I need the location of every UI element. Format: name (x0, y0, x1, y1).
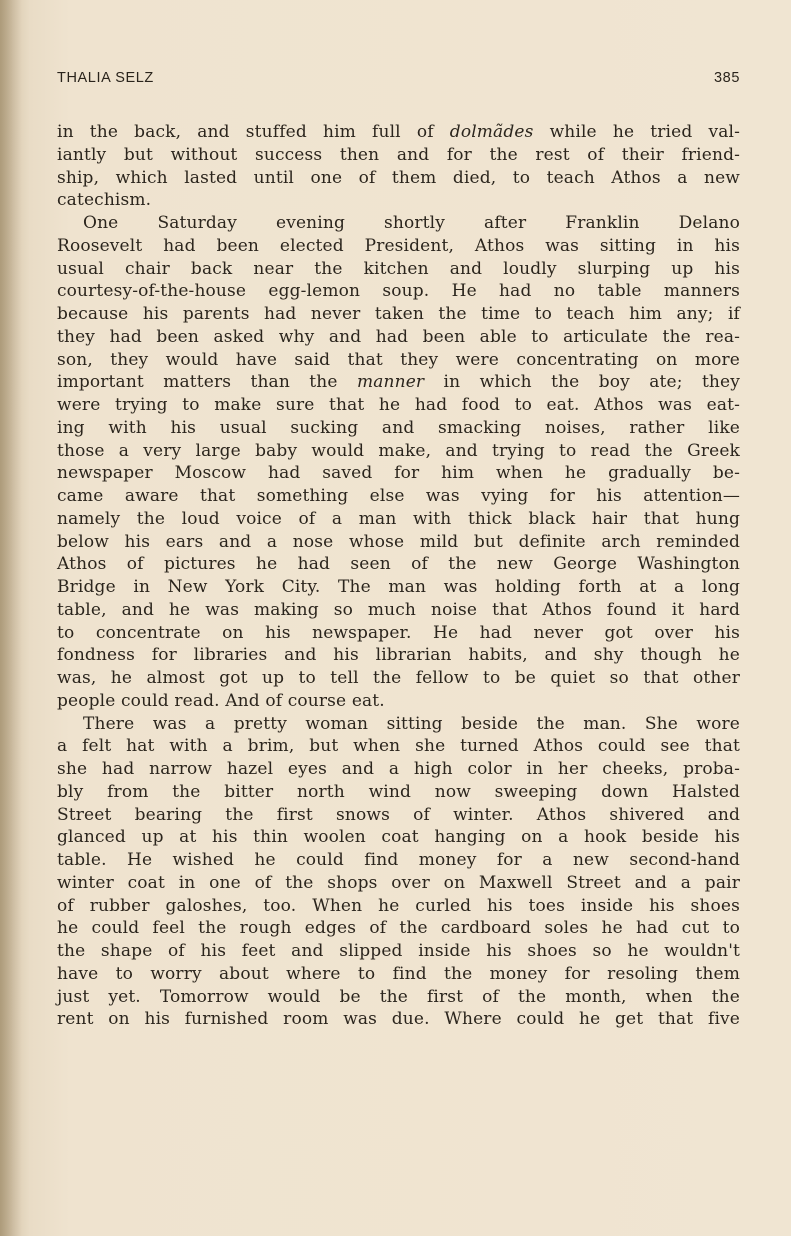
text-line: they had been asked why and had been able to articulate the rea- (57, 326, 740, 347)
text-line: he could feel the rough edges of the cardboard soles he had cut to (57, 918, 740, 939)
text-line: Bridge in New York City. The man was holding forth at a long (57, 577, 740, 597)
text-line: important matters than the manner in which the boy ate; they (57, 372, 740, 393)
text-line: just yet. Tomorrow would be the first of the month, when the (57, 986, 740, 1007)
text-line: came aware that something else was vying for his attention— (57, 486, 740, 506)
text-line: Roosevelt had been elected President, Athos was sitting in his (57, 235, 740, 256)
text-line: because his parents had never taken the time to teach him any; if (57, 304, 740, 324)
text-line: the shape of his feet and slipped inside his shoes so he wouldn't (57, 941, 740, 961)
text-line: newspaper Moscow had saved for him when he gradually be- (57, 463, 740, 484)
text-line: below his ears and a nose whose mild but definite arch reminded (57, 531, 740, 552)
text-line: iantly but without success then and for the rest of their friend- (57, 144, 740, 165)
italic-word: manner (356, 372, 425, 393)
text-line: catechism. (57, 190, 152, 211)
text-line: One Saturday evening shortly after Franklin Delano (83, 213, 740, 233)
text-line: were trying to make sure that he had food to eat. Athos was eat- (57, 395, 740, 415)
text-line: Street bearing the first snows of winter. Athos shivered and (57, 804, 740, 825)
italic-word: dolmãdes (449, 122, 534, 142)
text-line: in the back, and stuffed him full of dolmãdes while he tried val- (57, 122, 740, 142)
text-line: usual chair back near the kitchen and loudly slurping up his (57, 258, 740, 279)
text-line: of rubber galoshes, too. When he curled his toes inside his shoes (57, 895, 740, 916)
text-line: ing with his usual sucking and smacking noises, rather like (57, 417, 740, 438)
body-text (57, 121, 740, 1031)
text-line: ship, which lasted until one of them died, to teach Athos a new (57, 167, 740, 188)
text-line: bly from the bitter north wind now sweeping down Halsted (57, 781, 740, 802)
text-line: table, and he was making so much noise that Athos found it hard (57, 599, 740, 620)
text-line: fondness for libraries and his librarian habits, and shy though he (57, 645, 740, 666)
running-head (57, 70, 740, 92)
text-line: she had narrow hazel eyes and a high color in her cheeks, proba- (57, 759, 740, 779)
text-line: have to worry about where to find the money for resoling them (57, 963, 740, 984)
text-line: Athos of pictures he had seen of the new George Washington (57, 554, 740, 575)
text-line: a felt hat with a brim, but when she turned Athos could see that (57, 736, 740, 757)
text-line: namely the loud voice of a man with thick black hair that hung (57, 508, 740, 529)
text-line: people could read. And of course eat. (57, 690, 385, 711)
binding-gutter-shadow (0, 0, 22, 1236)
text-line: was, he almost got up to tell the fellow to be quiet so that other (57, 668, 740, 688)
running-head-author: THALIA SELZ (57, 70, 154, 86)
text-line: son, they would have said that they were concentrating on more (57, 349, 740, 370)
text-line: courtesy-of-the-house egg-lemon soup. He had no table manners (57, 281, 740, 302)
text-line: There was a pretty woman sitting beside the man. She wore (83, 713, 740, 734)
text-line: to concentrate on his newspaper. He had never got over his (57, 622, 740, 643)
text-line: winter coat in one of the shops over on Maxwell Street and a pair (57, 872, 740, 893)
text-line: glanced up at his thin woolen coat hanging on a hook beside his (57, 827, 740, 848)
page-number: 385 (714, 70, 740, 86)
text-line: those a very large baby would make, and trying to read the Greek (57, 440, 740, 461)
text-line: table. He wished he could find money for a new second-hand (57, 850, 740, 870)
text-line: rent on his furnished room was due. Where could he get that five (57, 1009, 740, 1030)
